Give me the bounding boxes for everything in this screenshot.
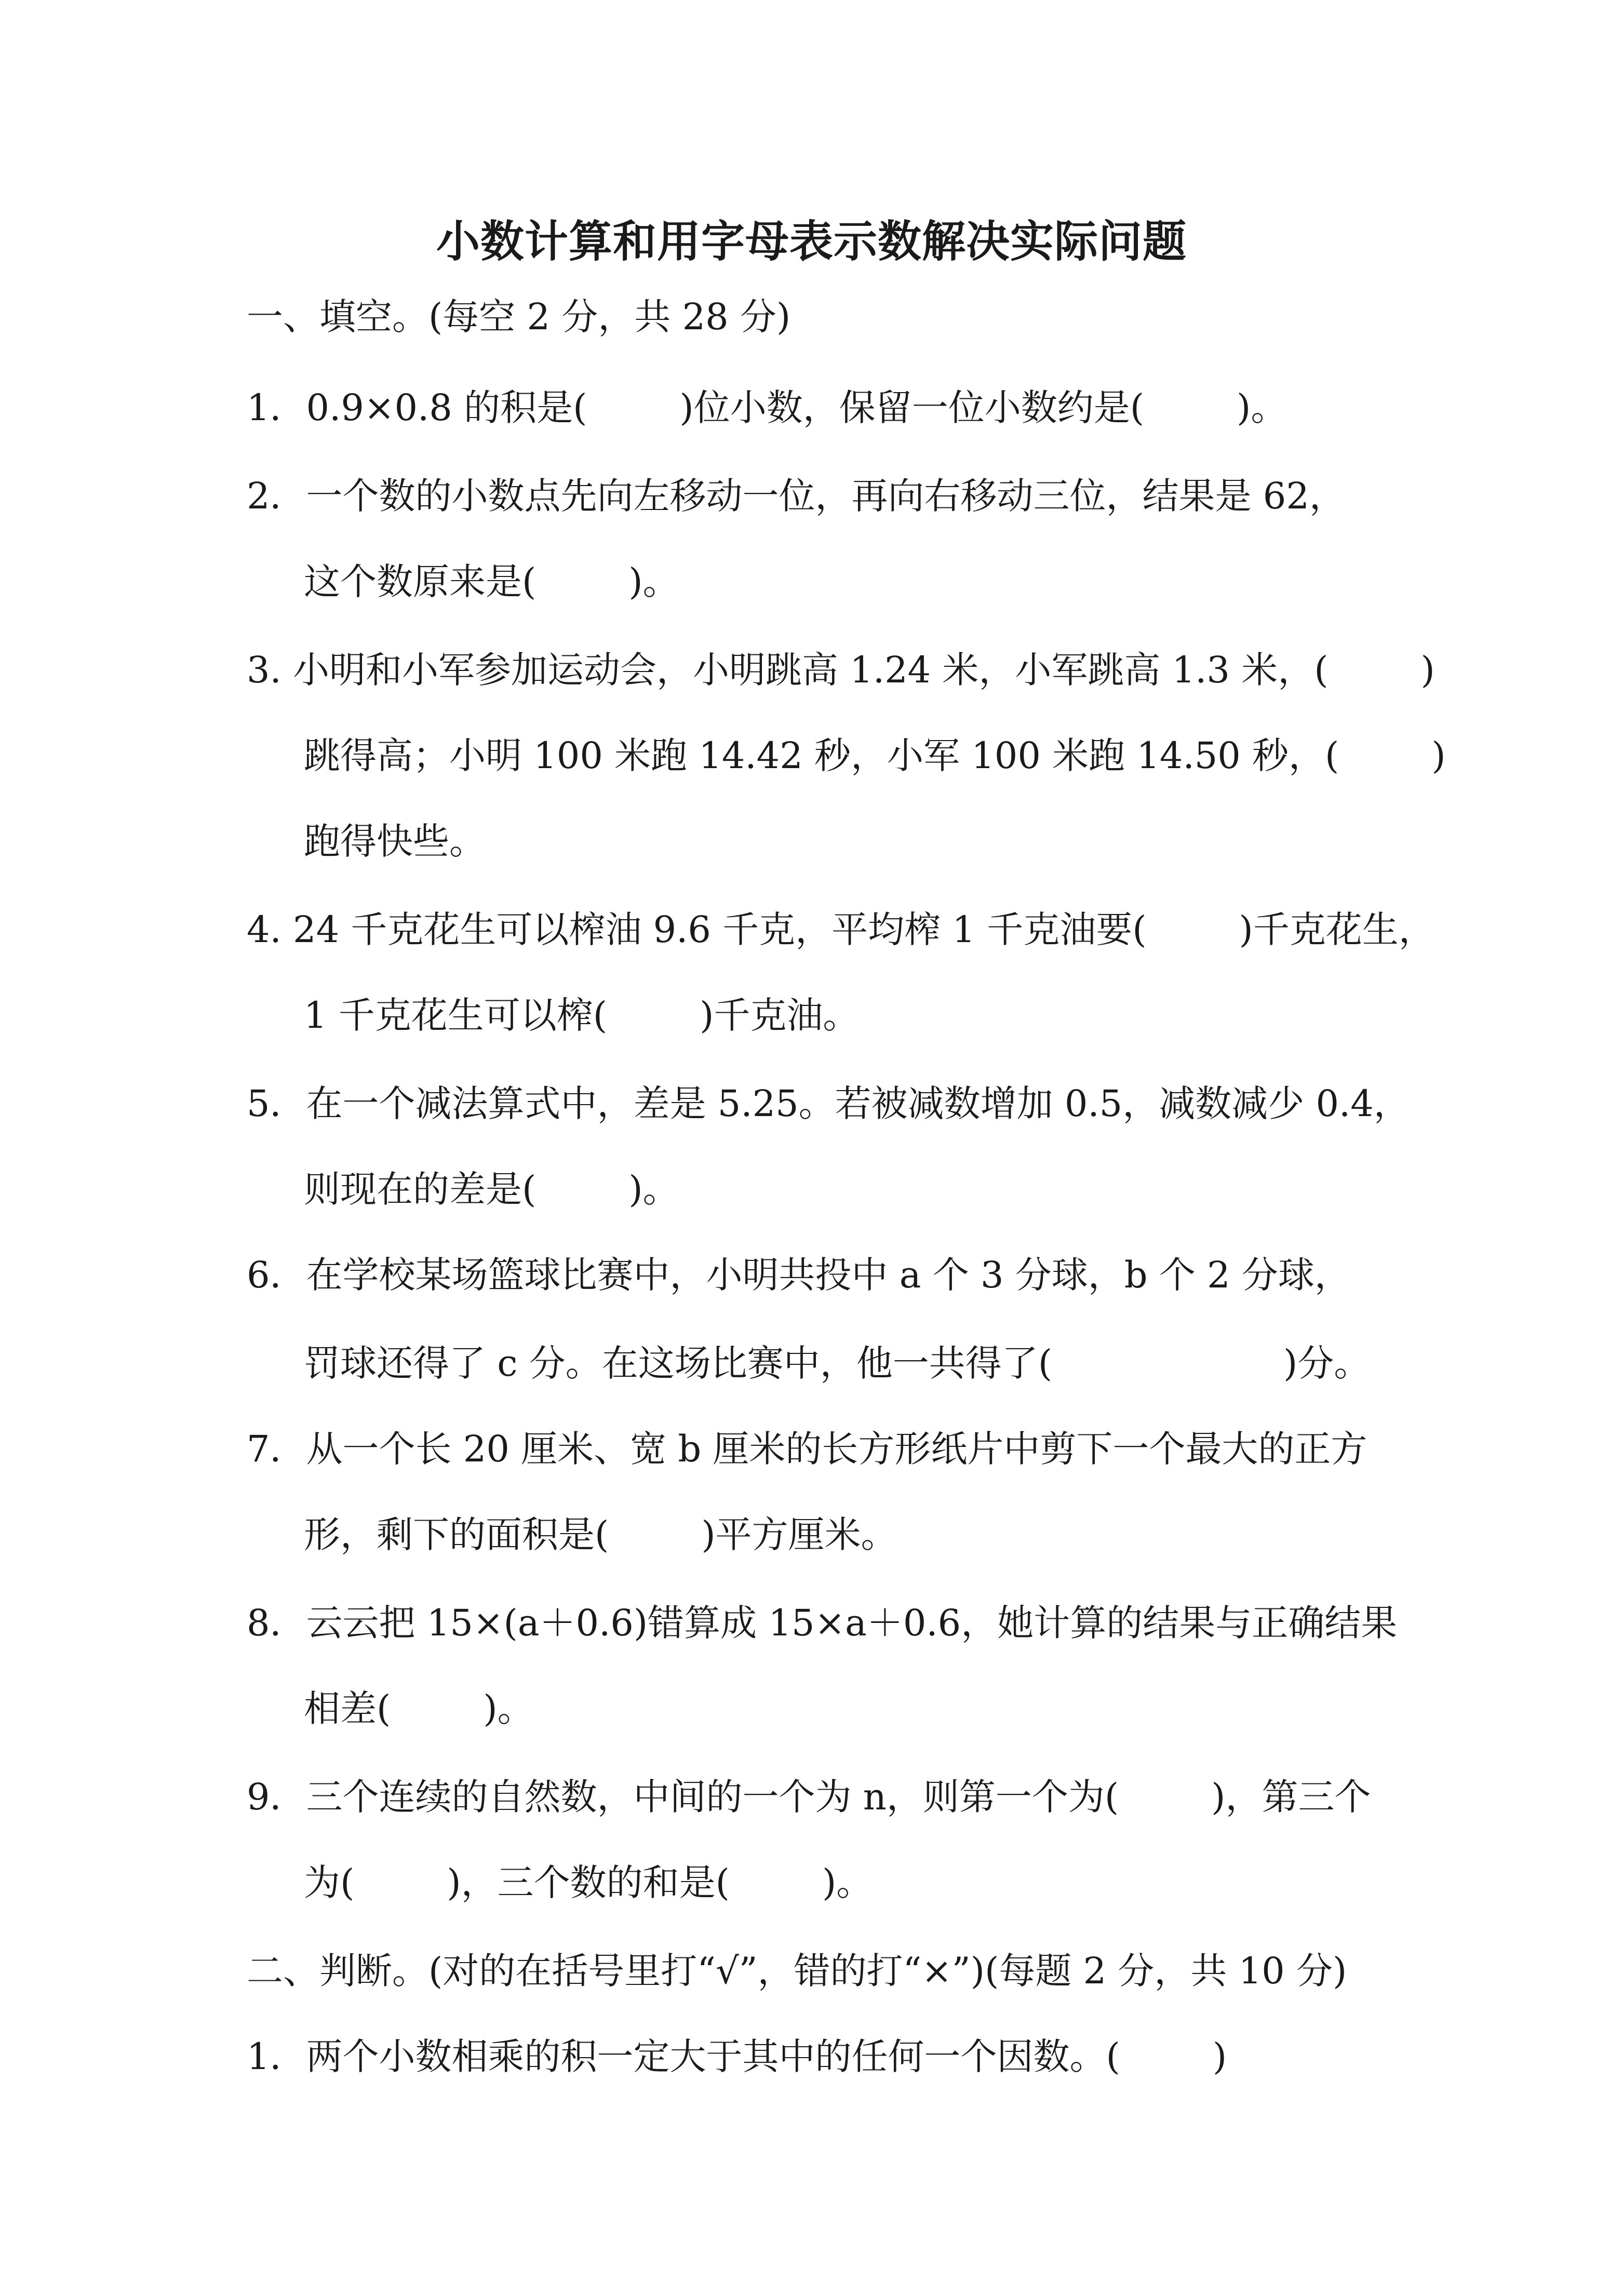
question-6-line-2: 罚球还得了 c 分。在这场比赛中，他一共得了( )分。 — [304, 1342, 1371, 1385]
page-title: 小数计算和用字母表示数解决实际问题 — [436, 216, 1187, 267]
question-5-line-1: 5．在一个减法算式中，差是 5.25。若被减数增加 0.5，减数减少 0.4， — [247, 1082, 1410, 1125]
question-7-line-2: 形，剩下的面积是( )平方厘米。 — [304, 1513, 897, 1556]
question-5-line-2: 则现在的差是( )。 — [304, 1168, 679, 1211]
question-3-line-1: 3. 小明和小军参加运动会，小明跳高 1.24 米，小军跳高 1.3 米，( ) — [247, 649, 1435, 691]
question-2-line-1: 2．一个数的小数点先向左移动一位，再向右移动三位，结果是 62， — [247, 475, 1346, 517]
question-4-line-1: 4. 24 千克花生可以榨油 9.6 千克，平均榨 1 千克油要( )千克花生， — [247, 908, 1435, 951]
section-1-heading: 一、填空。(每空 2 分，共 28 分) — [247, 296, 791, 338]
question-7-line-1: 7．从一个长 20 厘米、宽 b 厘米的长方形纸片中剪下一个最大的正方 — [247, 1428, 1367, 1470]
question-8-line-2: 相差( )。 — [304, 1687, 534, 1730]
question-9-line-2: 为( )，三个数的和是( )。 — [304, 1861, 873, 1904]
question-3-line-3: 跑得快些。 — [304, 820, 486, 863]
judgment-question-1: 1．两个小数相乘的积一定大于其中的任何一个因数。( ) — [247, 2035, 1227, 2078]
question-8-line-1: 8．云云把 15×(a＋0.6)错算成 15×a＋0.6，她计算的结果与正确结果 — [247, 1602, 1398, 1644]
question-9-line-1: 9．三个连续的自然数，中间的一个为 n，则第一个为( )，第三个 — [247, 1776, 1371, 1818]
question-4-line-2: 1 千克花生可以榨( )千克油。 — [304, 994, 860, 1037]
section-2-heading: 二、判断。(对的在括号里打“√”，错的打“×”)(每题 2 分，共 10 分) — [247, 1950, 1347, 1992]
question-6-line-1: 6．在学校某场篮球比赛中，小明共投中 a 个 3 分球，b 个 2 分球， — [247, 1254, 1351, 1296]
question-2-line-2: 这个数原来是( )。 — [304, 560, 679, 603]
question-1-line-1: 1．0.9×0.8 的积是( )位小数，保留一位小数约是( )。 — [247, 386, 1287, 429]
question-3-line-2: 跳得高；小明 100 米跑 14.42 秒，小军 100 米跑 14.50 秒，( ) — [304, 734, 1446, 777]
